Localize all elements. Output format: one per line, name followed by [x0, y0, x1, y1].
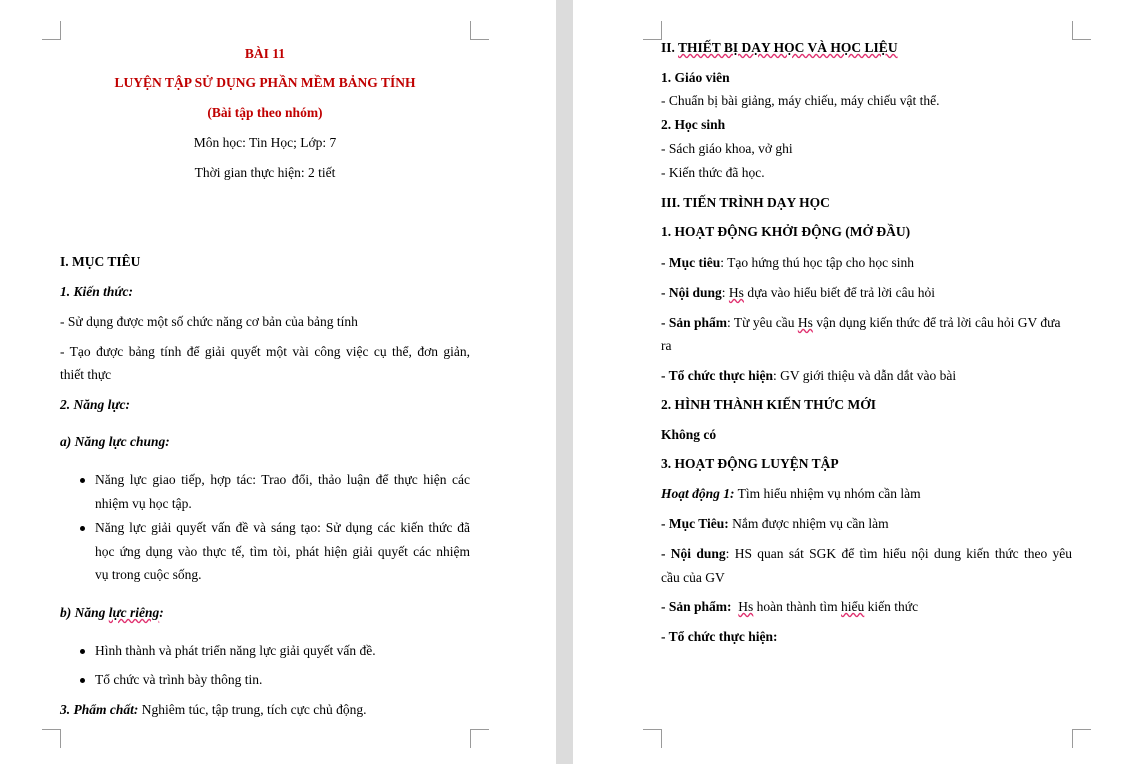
organization2-line: - Tổ chức thực hiện:	[661, 629, 778, 644]
general-ability-heading: a) Năng lực chung:	[60, 434, 170, 449]
spellcheck-word: Hs	[738, 599, 754, 614]
goal-line: - Mục tiêu: Tạo hứng thú học tập cho học sinh	[661, 255, 915, 270]
product-line: - Sản phẩm: Từ yêu cầu Hs vận dụng kiến thức để trả lời câu hỏi GV đưa	[661, 315, 1061, 330]
ability-heading: 2. Năng lực:	[60, 397, 130, 412]
lesson-number: BÀI 11	[244, 46, 286, 61]
activity-1-heading: 1. HOẠT ĐỘNG KHỞI ĐỘNG (MỞ ĐẦU)	[661, 224, 911, 239]
student-item-2: - Kiến thức đã học.	[661, 165, 765, 180]
general-ability-2-cont: học ứng dụng vào thực tế, tìm tòi, phát hiện giải quyết các nhiệm	[95, 544, 470, 559]
none-text: Không có	[661, 427, 717, 442]
specific-ability-1: Hình thành và phát triển năng lực giải quyết vấn đề.	[95, 643, 376, 658]
margin-mark-top-left	[42, 21, 61, 40]
subject-line: Môn học: Tin Học; Lớp: 7	[193, 135, 337, 150]
margin-mark-top-right	[1072, 21, 1091, 40]
knowledge-item-1: - Sử dụng được một số chức năng cơ bản của bảng tính	[60, 314, 358, 329]
section-process: III. TIẾN TRÌNH DẠY HỌC	[661, 195, 830, 210]
quality-line: 3. Phẩm chất: Nghiêm túc, tập trung, tích cực chủ động.	[60, 702, 367, 717]
lesson-subtitle: (Bài tập theo nhóm)	[207, 105, 323, 120]
spellcheck-phrase: THIẾT BỊ DẠY HỌC VÀ HỌC LIỆU	[678, 40, 898, 55]
page-gap	[556, 0, 573, 764]
activity-2-heading: 2. HÌNH THÀNH KIẾN THỨC MỚI	[661, 397, 877, 412]
product-line-cont: ra	[661, 338, 672, 353]
bullet-icon	[80, 678, 85, 683]
teacher-item-1: - Chuẩn bị bài giảng, máy chiếu, máy chiếu vật thể.	[661, 93, 940, 108]
content2-line-cont: cầu của GV	[661, 570, 725, 585]
general-ability-2: Năng lực giải quyết vấn đề và sáng tạo: Sử dụng các kiến thức đã	[95, 520, 470, 535]
organization-line: - Tổ chức thực hiện: GV giới thiệu và dẫn dắt vào bài	[661, 368, 957, 383]
knowledge-heading: 1. Kiến thức:	[60, 284, 133, 299]
margin-mark-bottom-right	[470, 729, 489, 748]
spellcheck-word: lực riêng	[108, 605, 160, 620]
spellcheck-word: Hs	[728, 285, 744, 300]
section-equipment: II. THIẾT BỊ DẠY HỌC VÀ HỌC LIỆU	[661, 40, 898, 55]
product2-line: - Sản phẩm: Hs hoàn thành tìm hiểu kiến thức	[661, 599, 919, 614]
bullet-icon	[80, 649, 85, 654]
margin-mark-bottom-right	[1072, 729, 1091, 748]
document-page-left	[0, 0, 556, 764]
specific-ability-2: Tổ chức và trình bày thông tin.	[95, 672, 263, 687]
teacher-heading: 1. Giáo viên	[661, 70, 730, 85]
spellcheck-word: Hs	[797, 315, 813, 330]
activity-3-heading: 3. HOẠT ĐỘNG LUYỆN TẬP	[661, 456, 839, 471]
content2-line: - Nội dung: HS quan sát SGK để tìm hiểu nội dung kiến thức theo yêu	[661, 546, 1072, 561]
margin-mark-bottom-left	[643, 729, 662, 748]
activity-1-line: Hoạt động 1: Tìm hiểu nhiệm vụ nhóm cần làm	[661, 486, 921, 501]
lesson-title: LUYỆN TẬP SỬ DỤNG PHẦN MỀM BẢNG TÍNH	[114, 75, 416, 90]
duration-line: Thời gian thực hiện: 2 tiết	[194, 165, 336, 180]
general-ability-2-end: vụ trong cuộc sống.	[95, 567, 202, 582]
margin-mark-top-right	[470, 21, 489, 40]
document-page-right	[573, 0, 1142, 764]
section-objectives: I. MỤC TIÊU	[60, 254, 141, 269]
goal2-line: - Mục Tiêu: Nắm được nhiệm vụ cần làm	[661, 516, 889, 531]
specific-ability-heading: b) Năng lực riêng:	[60, 605, 164, 620]
margin-mark-top-left	[643, 21, 662, 40]
student-heading: 2. Học sinh	[661, 117, 726, 132]
student-item-1: - Sách giáo khoa, vở ghi	[661, 141, 793, 156]
knowledge-item-2: - Tạo được bảng tính để giải quyết một vài công việc cụ thể, đơn giản,	[60, 344, 470, 359]
knowledge-item-2-cont: thiết thực	[60, 367, 112, 382]
margin-mark-bottom-left	[42, 729, 61, 748]
bullet-icon	[80, 526, 85, 531]
spellcheck-word: hiểu	[841, 599, 865, 614]
general-ability-1: Năng lực giao tiếp, hợp tác: Trao đổi, thảo luận để thực hiện các	[95, 472, 470, 487]
bullet-icon	[80, 478, 85, 483]
content-line: - Nội dung: Hs dựa vào hiểu biết để trả lời câu hỏi	[661, 285, 935, 300]
general-ability-1-cont: nhiệm vụ học tập.	[95, 496, 192, 511]
